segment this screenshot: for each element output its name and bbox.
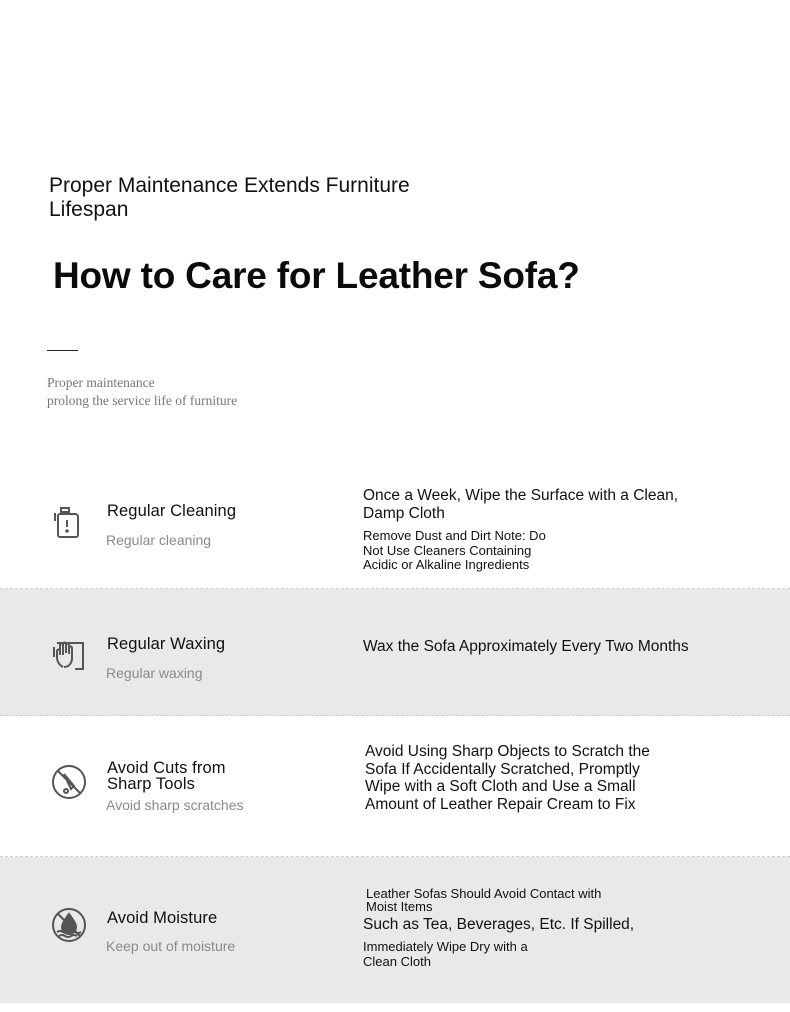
care-item-waxing (0, 589, 790, 716)
no-moisture-icon (51, 907, 87, 943)
item-title (107, 760, 226, 792)
item-description (365, 743, 655, 813)
item-title: Regular Waxing (107, 635, 226, 653)
item-subtitle: Avoid sharp scratches (106, 797, 244, 813)
care-item-avoid-moisture (0, 857, 790, 1003)
item-description-line-3: Immediately Wipe Dry with a Clean Cloth (363, 939, 528, 969)
item-description-line-1: Leather Sofas Should Avoid Contact with Moist Items (366, 886, 602, 914)
item-description-line-2: Such as Tea, Beverages, Etc. If Spilled, (363, 916, 635, 933)
item-description-main: Once a Week, Wipe the Surface with a Clean, Damp Cloth (363, 487, 679, 522)
item-description-main: Avoid Using Sharp Objects to Scratch the Sofa If Accidentally Scratched, Promptly Wipe with a Soft Cloth and Use a Small Amount of Leather Repair Cream to Fix (365, 743, 650, 813)
divider (47, 350, 78, 351)
item-title-line-2: Sharp Tools (107, 775, 195, 793)
item-description (363, 487, 708, 573)
care-item-cleaning (0, 470, 790, 589)
item-description (363, 888, 708, 969)
tagline-line-2: prolong the service life of furniture (47, 393, 238, 408)
cleaning-spray-icon (51, 504, 87, 540)
item-subtitle: Regular cleaning (106, 532, 212, 548)
item-title-line-1: Avoid Cuts from (107, 759, 226, 777)
waxing-hand-icon (51, 637, 87, 673)
tagline (47, 374, 307, 410)
tagline-line-1: Proper maintenance (47, 375, 155, 390)
item-title: Regular Cleaning (107, 502, 237, 520)
page-subtitle: Proper Maintenance Extends Furniture Lifespan (49, 174, 410, 221)
item-description (363, 638, 708, 656)
care-item-avoid-cuts (0, 716, 790, 857)
page-title: How to Care for Leather Sofa? (53, 255, 580, 296)
item-subtitle: Regular waxing (106, 665, 203, 681)
item-description-note: Remove Dust and Dirt Note: Do Not Use Cleaners Containing Acidic or Alkaline Ingredients (363, 528, 546, 572)
item-title: Avoid Moisture (107, 909, 218, 927)
item-description-main: Wax the Sofa Approximately Every Two Months (363, 638, 689, 655)
item-subtitle: Keep out of moisture (106, 938, 236, 954)
no-sharp-tools-icon (51, 764, 87, 800)
